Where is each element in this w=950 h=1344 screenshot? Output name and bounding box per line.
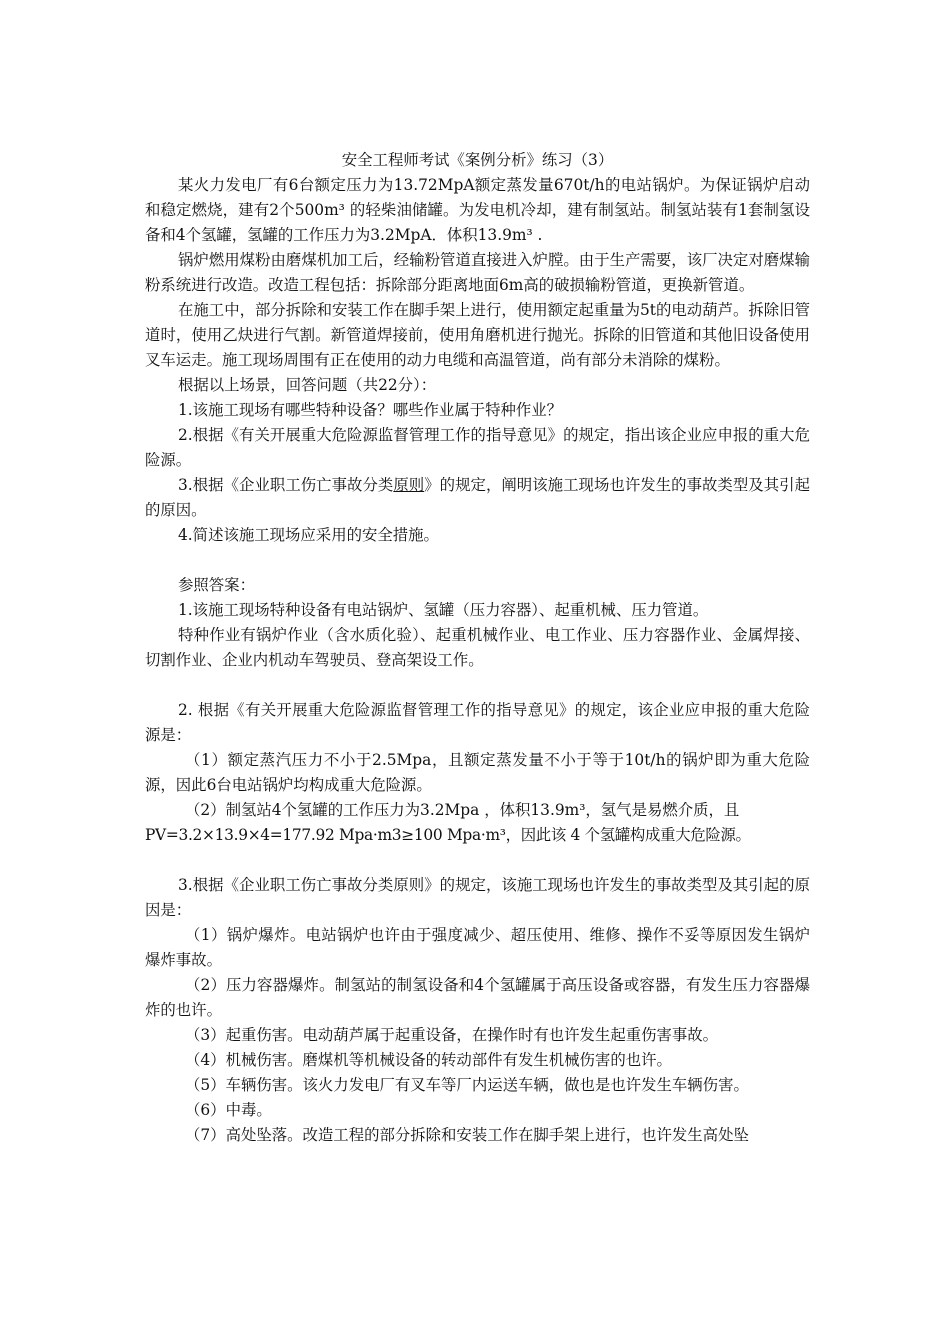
question-3 xyxy=(145,473,810,523)
document-page xyxy=(145,148,810,1148)
answer-3-item-2: （2）压力容器爆炸。制氢站的制氢设备和4个氢罐属于高压设备或容器，有发生压力容器爆炸的也许。 xyxy=(145,976,810,1019)
paragraph-scenario-1: 某火力发电厂有6台额定压力为13.72MpA额定蒸发量670t/h的电站锅炉。为保证锅炉启动和稳定燃烧，建有2个500m³ 的轻柴油储罐。为发电机冷却，建有制氢站。制氢站装有1套制氢设备和4个氢罐，氢罐的工作压力为3.2MpA．体积13.9m³ . xyxy=(145,176,810,244)
answer-3-item-4: （4）机械伤害。磨煤机等机械设备的转动部件有发生机械伤害的也许。 xyxy=(185,1051,672,1069)
answer-3-item-5: （5）车辆伤害。该火力发电厂有叉车等厂内运送车辆，做也是也许发生车辆伤害。 xyxy=(185,1076,749,1094)
answer-1: 1.该施工现场特种设备有电站锅炉、氢罐（压力容器）、起重机械、压力管道。 xyxy=(178,601,709,619)
question-4: 4.简述该施工现场应采用的安全措施。 xyxy=(178,526,439,544)
answer-2: 2. 根据《有关开展重大危险源监督管理工作的指导意见》的规定，该企业应申报的重大危险源是： xyxy=(145,701,810,744)
spacer xyxy=(145,673,810,698)
question-3-part-a: 3.根据《企业职工伤亡事故分类 xyxy=(178,476,394,494)
answer-3-item-7: （7）高处坠落。改造工程的部分拆除和安装工作在脚手架上进行，也许发生高处坠 xyxy=(185,1126,749,1144)
paragraph-scenario-2: 锅炉燃用煤粉由磨煤机加工后，经输粉管道直接进入炉膛。由于生产需要，该厂决定对磨煤输粉系统进行改造。改造工程包括：拆除部分距离地面6m高的破损输粉管道，更换新管道。 xyxy=(145,251,810,294)
answer-2-item-1: （1）额定蒸汽压力不小于2.5Mpa，且额定蒸发量不小于等于10t/h的锅炉即为重大危险源，因此6台电站锅炉均构成重大危险源。 xyxy=(145,751,810,794)
paragraph-scenario-3: 在施工中，部分拆除和安装工作在脚手架上进行，使用额定起重量为5t的电动葫芦。拆除旧管道时，使用乙炔进行气割。新管道焊接前，使用角磨机进行抛光。拆除的旧管道和其他旧设备使用叉车运走。施工现场周围有正在使用的动力电缆和高温管道，尚有部分未消除的煤粉。 xyxy=(145,301,810,369)
answer-3: 3.根据《企业职工伤亡事故分类原则》的规定，该施工现场也许发生的事故类型及其引起的原因是： xyxy=(145,876,810,919)
spacer xyxy=(145,548,810,573)
answer-3-item-3: （3）起重伤害。电动葫芦属于起重设备，在操作时有也许发生起重伤害事故。 xyxy=(185,1026,719,1044)
paragraph-instructions: 根据以上场景，回答问题（共22分）： xyxy=(178,376,437,394)
answer-3-item-6: （6）中毒。 xyxy=(185,1101,272,1119)
question-3-underlined: 原则 xyxy=(393,476,425,494)
answer-heading: 参照答案： xyxy=(178,576,255,594)
question-1: 1.该施工现场有哪些特种设备？哪些作业属于特种作业？ xyxy=(178,401,563,419)
document-title: 安全工程师考试《案例分析》练习（3） xyxy=(341,151,614,169)
spacer xyxy=(145,848,810,873)
question-3-part-c: 》的规定，阐明该施工现场也许发生的事故类型及其引起的原因。 xyxy=(145,476,810,519)
answer-1-continued: 特种作业有锅炉作业（含水质化验）、起重机械作业、电工作业、压力容器作业、金属焊接、切割作业、企业内机动车驾驶员、登高架设工作。 xyxy=(145,626,810,669)
question-2: 2.根据《有关开展重大危险源监督管理工作的指导意见》的规定，指出该企业应申报的重大危险源。 xyxy=(145,426,810,469)
answer-2-item-2-continued: PV=3.2×13.9×4=177.92 Mpa·m3≥100 Mpa·m³，因此该 4 个氢罐构成重大危险源。 xyxy=(145,826,751,844)
answer-3-item-1: （1）锅炉爆炸。电站锅炉也许由于强度减少、超压使用、维修、操作不妥等原因发生锅炉爆炸事故。 xyxy=(145,926,810,969)
answer-2-item-2: （2）制氢站4个氢罐的工作压力为3.2Mpa ，体积13.9m³，氢气是易燃介质，且 xyxy=(185,801,740,819)
